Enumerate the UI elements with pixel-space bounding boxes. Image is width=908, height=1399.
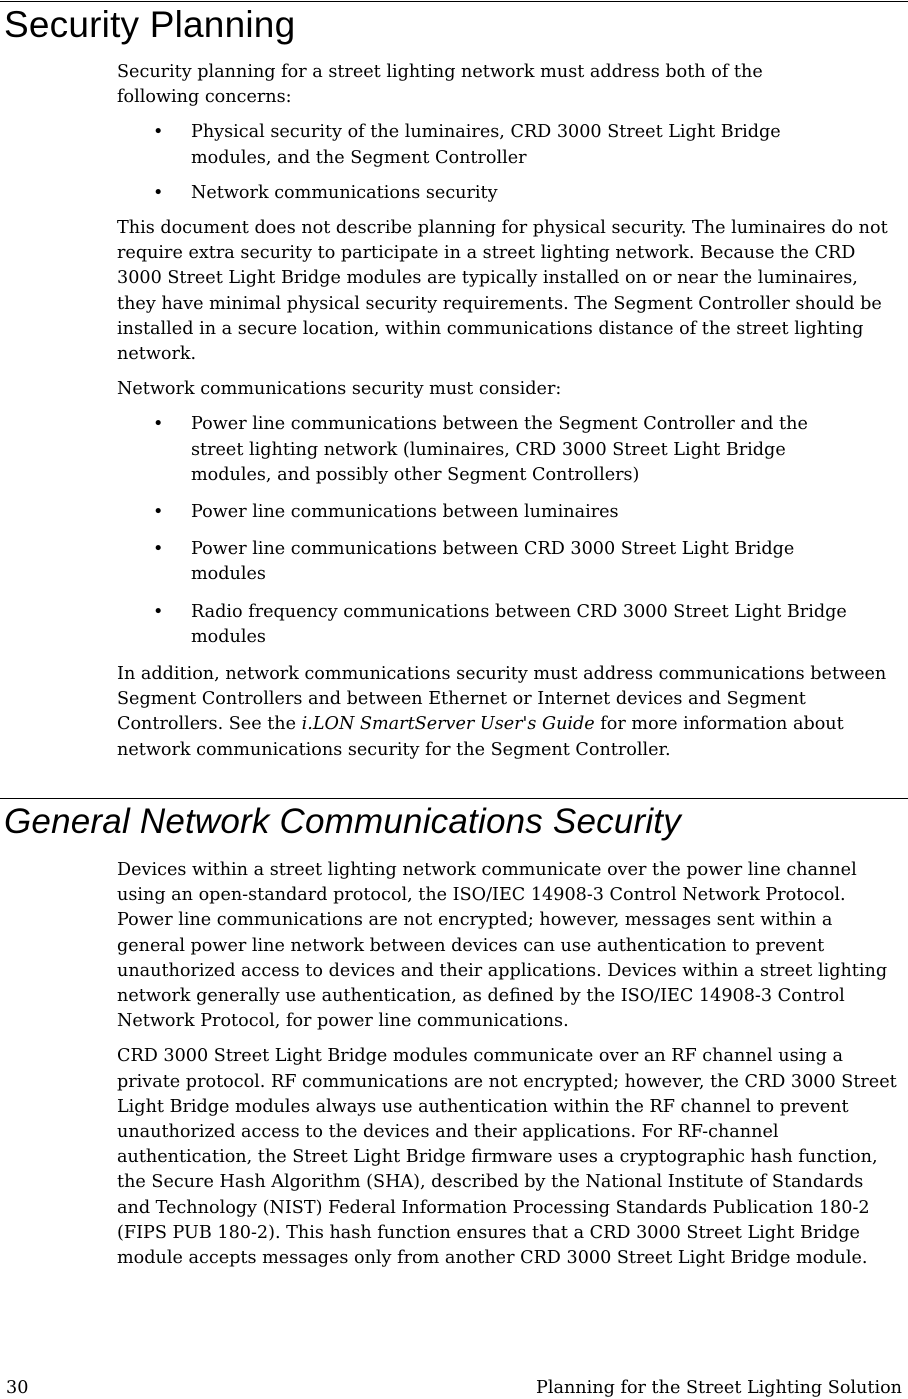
- list-item: [117, 412, 856, 488]
- list-item: [117, 120, 841, 170]
- list-item: [117, 500, 897, 525]
- intro-paragraph: Security planning for a street lighting network must address both of the following concerns:: [117, 62, 763, 108]
- list-item-text: Power line communications between luminaires: [191, 502, 619, 523]
- bullet-icon: •: [153, 601, 164, 622]
- section-rule: [0, 798, 908, 799]
- section-general-network-body: [117, 858, 897, 1271]
- footer-chapter-title: Planning for the Street Lighting Solution: [536, 1378, 902, 1398]
- top-rule: [0, 1, 908, 2]
- list-item-text: Network communications security: [191, 182, 498, 203]
- bullet-icon: •: [153, 502, 164, 523]
- list-item: [117, 537, 871, 587]
- list-item: [117, 181, 897, 206]
- section-title-security-planning: Security Planning: [4, 4, 296, 45]
- list-item-text: Power line communications between CRD 3000 Street Light Bridge modules: [191, 539, 795, 585]
- bullet-icon: •: [153, 539, 164, 560]
- section-security-planning-body: [117, 60, 897, 763]
- list-item-text: Radio frequency communications between CRD 3000 Street Light Bridge modules: [191, 601, 847, 647]
- network-security-intro: Network communications security must consider:: [117, 379, 562, 400]
- bullet-icon: •: [153, 182, 164, 203]
- network-security-list: [117, 412, 897, 650]
- guide-reference: i.LON SmartServer User's Guide: [301, 714, 595, 735]
- bullet-icon: •: [153, 122, 164, 143]
- bullet-icon: •: [153, 414, 164, 435]
- page-number: 30: [6, 1378, 29, 1398]
- section-title-general-network: General Network Communications Security: [4, 802, 681, 841]
- concerns-list: [117, 120, 897, 206]
- addition-text-start: In addition, network communications security must address communications between Segment Controllers and between Ethernet or Internet devices and Segment Controllers. See the: [117, 664, 887, 735]
- list-item-text: Physical security of the luminaires, CRD 3000 Street Light Bridge modules, and the Segment Controller: [191, 122, 781, 168]
- list-item-text: Power line communications between the Segment Controller and the street lighting network (luminaires, CRD 3000 Street Light Bridge modules, and possibly other Segment Controllers): [191, 414, 808, 485]
- list-item: [117, 600, 897, 650]
- rf-paragraph: CRD 3000 Street Light Bridge modules communicate over an RF channel using a private protocol. RF communications are not encrypted; however, the CRD 3000 Street Light Bridge modules always use authentication within the RF channel to prevent unauthorized access to the devices and their applications. For RF-channel authentication, the Street Light Bridge firmware uses a cryptographic hash function, the Secure Hash Algorithm (SHA), described by the National Institute of Standards and Technology (NIST) Federal Information Processing Standards Publication 180-2 (FIPS PUB 180-2). This hash function ensures that a CRD 3000 Street Light Bridge module accepts messages only from another CRD 3000 Street Light Bridge module.: [117, 1046, 897, 1269]
- addition-text-end: for more information about network communications security for the Segment Controller.: [117, 714, 844, 760]
- addition-paragraph: [117, 662, 897, 763]
- physical-security-paragraph: This document does not describe planning for physical security. The luminaires do not require extra security to participate in a street lighting network. Because the CRD 3000 Street Light Bridge modules are typically installed on or near the luminaires, they have minimal physical security requirements. The Segment Controller should be installed in a secure location, within communications distance of the street lighting network.: [117, 218, 888, 365]
- power-line-paragraph: Devices within a street lighting network communicate over the power line channel using an open-standard protocol, the ISO/IEC 14908-3 Control Network Protocol. Power line communications are not encrypted; however, messages sent within a general power line network between devices can use authentication to prevent unauthorized access to devices and their applications. Devices within a street lighting network generally use authentication, as defined by the ISO/IEC 14908-3 Control Network Protocol, for power line communications.: [117, 860, 888, 1032]
